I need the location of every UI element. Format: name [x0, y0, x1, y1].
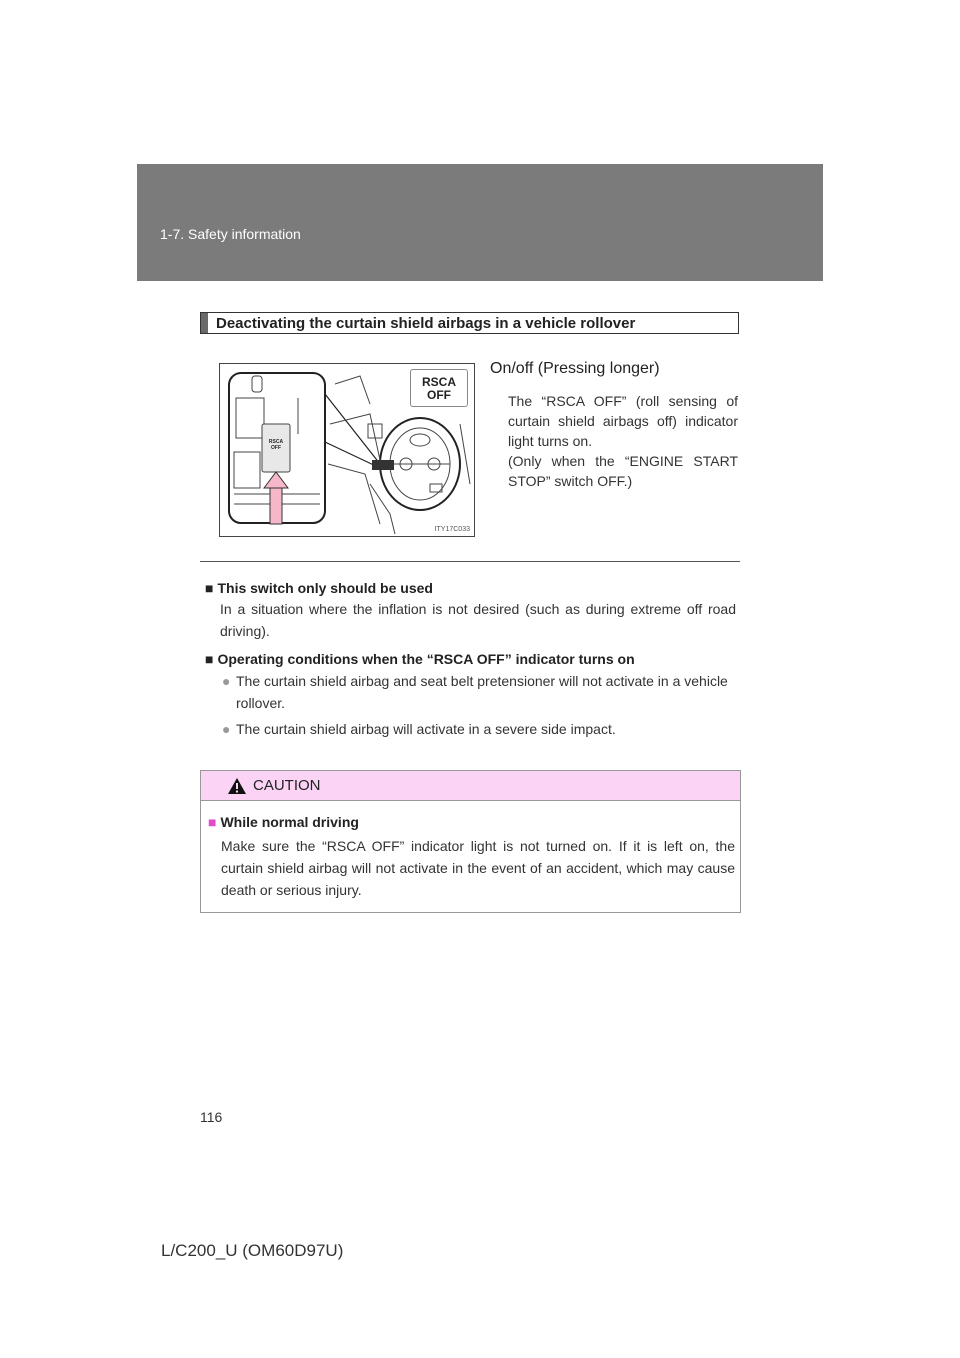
mode-description-1: The “RSCA OFF” (roll sensing of curtain shield airbags off) indicator light turns on.: [508, 393, 738, 449]
divider: [200, 561, 740, 562]
rsca-badge-line1: RSCA: [421, 375, 456, 389]
mode-description-2: (Only when the “ENGINE START STOP” switch OFF.): [508, 453, 738, 489]
note-bullet-1: [222, 670, 734, 714]
caution-box: [200, 770, 741, 913]
section-title-bar: [200, 312, 739, 334]
note-body-1: In a situation where the inflation is not desired (such as during extreme off road driving).: [220, 601, 736, 639]
section-title-marker: [201, 313, 208, 333]
figure-code: ITY17C033: [434, 526, 470, 533]
page-number: 116: [200, 1109, 223, 1125]
rsca-switch-label: [263, 439, 289, 451]
dot-bullet-icon: ●: [222, 673, 231, 689]
caution-header: [201, 771, 740, 801]
caution-label: CAUTION: [253, 777, 321, 794]
document-code: L/C200_U (OM60D97U): [161, 1241, 344, 1260]
rsca-switch-line1: RSCA: [268, 439, 284, 445]
square-bullet-icon: ■: [205, 651, 214, 667]
section-title: Deactivating the curtain shield airbags in a vehicle rollover: [216, 315, 636, 332]
caution-body: Make sure the “RSCA OFF” indicator light is not turned on. If it is left on, the curtain shield airbag will not activate in the event of an accident, which may cause death or serious injury.: [221, 838, 735, 898]
square-bullet-icon: ■: [205, 580, 214, 596]
warning-triangle-icon: [227, 777, 247, 795]
note-bullet-1-text: The curtain shield airbag and seat belt pretensioner will not activate in a vehicle rollover.: [236, 673, 728, 711]
rsca-switch-line2: OFF: [271, 445, 281, 451]
dashboard-illustration: [219, 363, 475, 537]
note-heading-1-text: This switch only should be used: [217, 580, 433, 596]
square-bullet-icon: ■: [208, 814, 217, 830]
note-heading-2: [205, 651, 635, 667]
caution-heading-text: While normal driving: [220, 814, 359, 830]
note-bullet-2-text: The curtain shield airbag will activate in a severe side impact.: [236, 721, 616, 737]
mode-description: [508, 391, 738, 491]
dot-bullet-icon: ●: [222, 721, 231, 737]
note-bullet-2: [222, 718, 734, 740]
mode-label: On/off (Pressing longer): [490, 360, 660, 377]
header-band: [137, 164, 823, 281]
rsca-badge-line2: OFF: [427, 388, 451, 402]
note-heading-2-text: Operating conditions when the “RSCA OFF” indicator turns on: [217, 651, 635, 667]
header-section-title: 1-7. Safety information: [160, 226, 301, 242]
caution-heading: [208, 814, 359, 830]
rsca-off-badge: [410, 369, 468, 407]
note-heading-1: [205, 580, 433, 596]
